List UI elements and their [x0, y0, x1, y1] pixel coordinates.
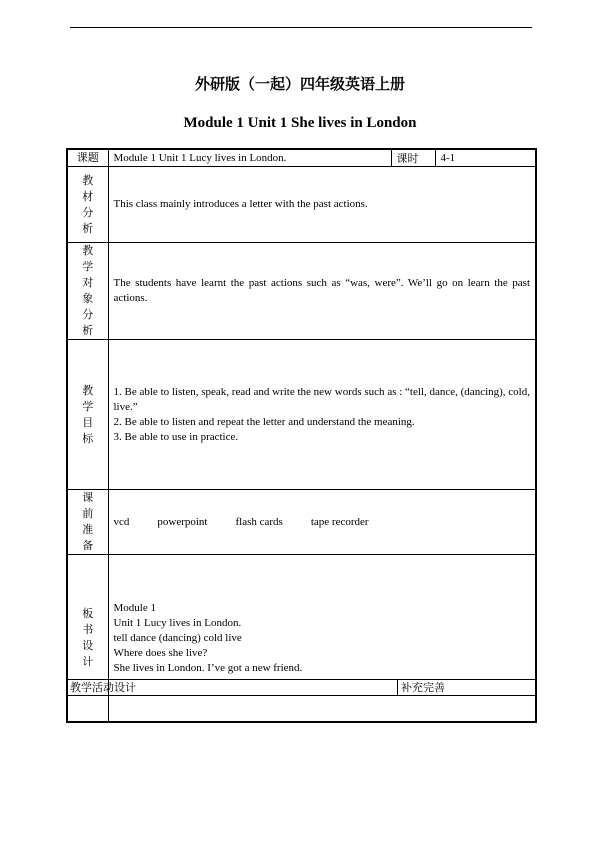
document-title-chinese: 外研版（一起）四年级英语上册 [194, 75, 405, 93]
board-row [67, 555, 536, 723]
board-line: tell dance (dancing) cold live [113, 631, 242, 644]
goals-label: 教 学 目标 [67, 340, 108, 490]
goals-text [108, 340, 536, 490]
prep-row [67, 490, 536, 555]
prep-item: powerpoint [157, 515, 208, 528]
prep-item: tape recorder [310, 515, 369, 528]
topic-row [67, 149, 536, 167]
prep-label: 课 前 准备 [67, 490, 108, 555]
board-line: Unit 1 Lucy lives in London. [113, 616, 242, 629]
activity-header-row [67, 680, 536, 696]
goal-item: 2. Be able to listen and repeat the letter and understand the meaning. [113, 415, 415, 428]
prep-item: vcd [113, 515, 130, 528]
activity-design-label: 教学活动设计 [67, 680, 398, 696]
board-label: 板 书 设计 [67, 555, 108, 723]
board-design [108, 555, 536, 723]
topic-label: 课题 [67, 149, 108, 167]
prep-materials [108, 490, 536, 555]
board-line: Where does she live? [113, 646, 208, 659]
students-label: 教 学 对 象 分析 [67, 243, 108, 340]
supplement-label: 补充完善 [398, 680, 536, 696]
students-row [67, 243, 536, 340]
activity-table [66, 679, 536, 696]
goal-item: 1. Be able to listen, speak, read and write the new words such as : “tell, dance, (dancing), cold, live.” [113, 385, 530, 413]
goals-row [67, 340, 536, 490]
analysis-label: 教 材 分析 [67, 167, 108, 243]
goal-item: 3. Be able to use in practice. [113, 430, 239, 443]
analysis-row [67, 167, 536, 243]
topic-value: Module 1 Unit 1 Lucy lives in London. [108, 149, 391, 167]
lesson-plan-table [66, 148, 537, 723]
prep-item: flash cards [235, 515, 283, 528]
board-line: She lives in London. I’ve got a new friend. [113, 661, 303, 674]
period-value: 4-1 [435, 149, 536, 167]
analysis-text: This class mainly introduces a letter with the past actions. [108, 167, 536, 243]
document-title-english: Module 1 Unit 1 She lives in London [183, 115, 417, 131]
period-label: 课时 [391, 149, 435, 167]
board-line: Module 1 [113, 601, 156, 614]
header-rule [70, 27, 532, 28]
students-text: The students have learnt the past actions such as “was, were”. We’ll go on learn the past actions. [108, 243, 536, 340]
